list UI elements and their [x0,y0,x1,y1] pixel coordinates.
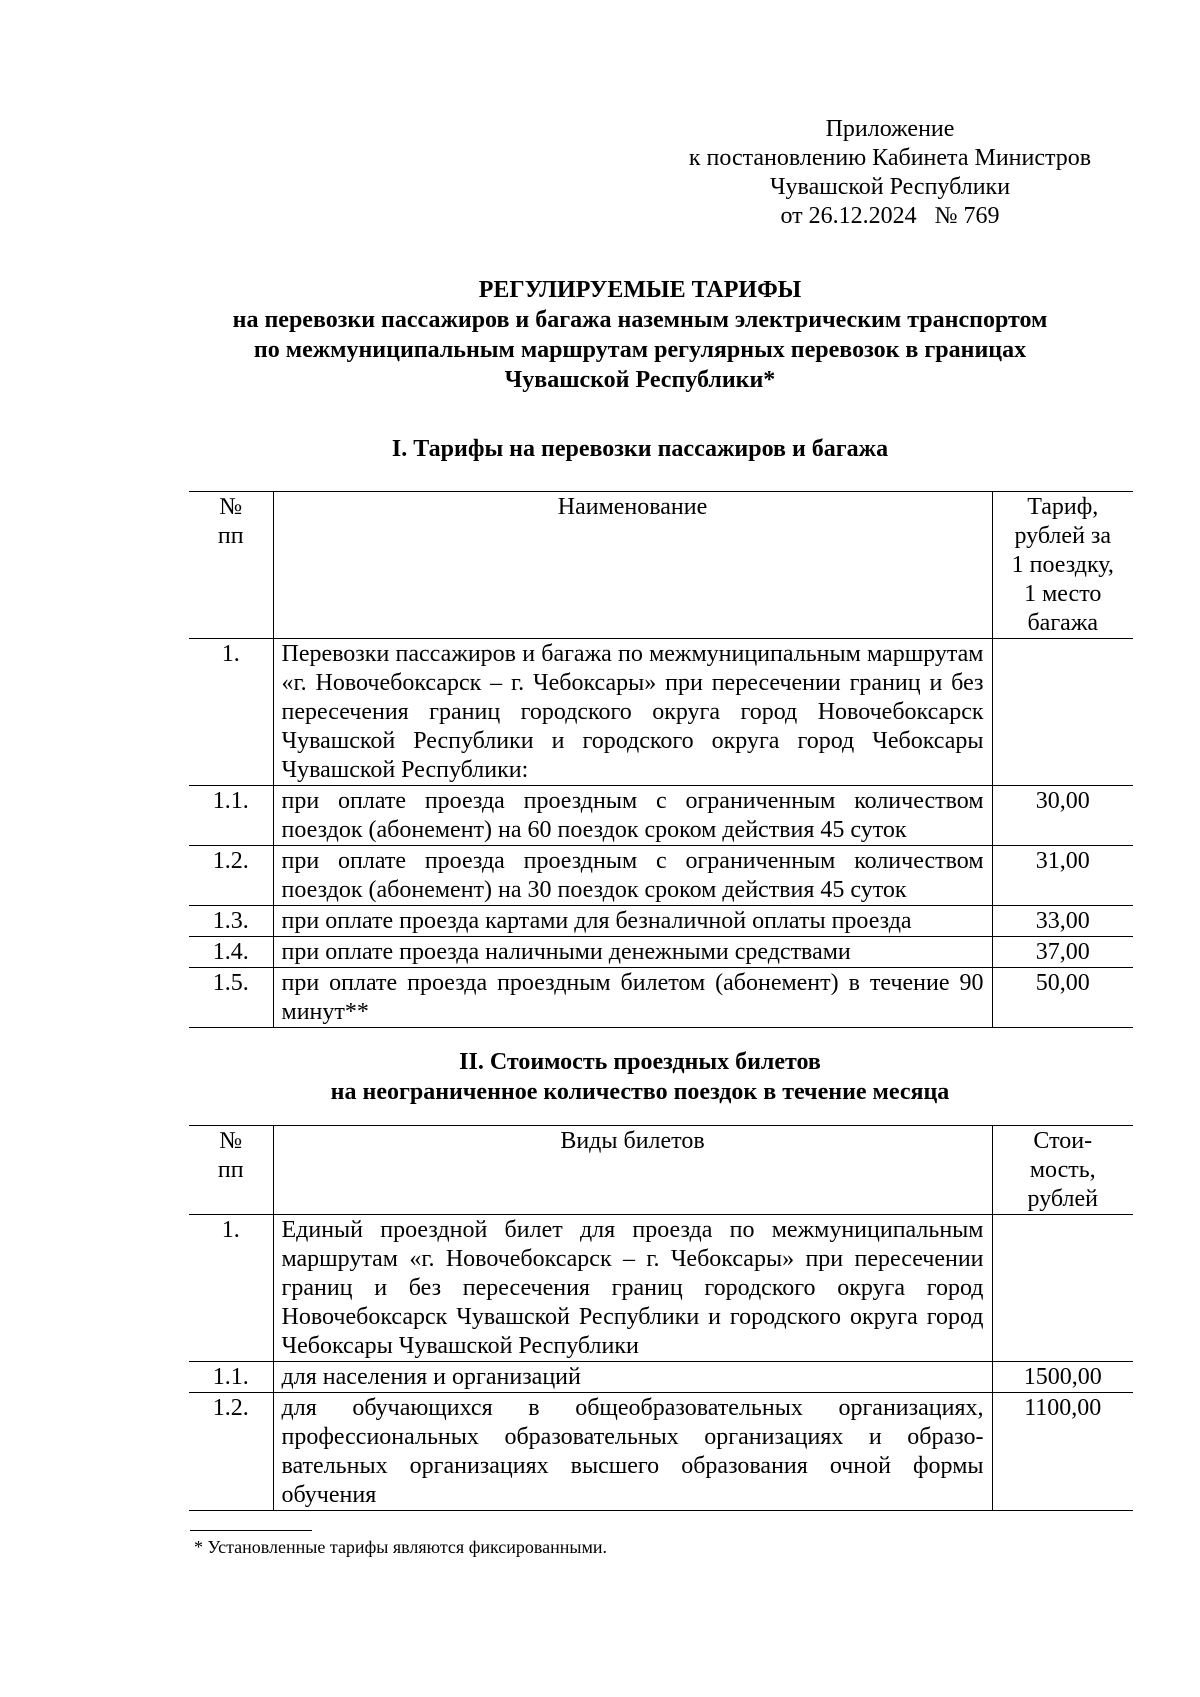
row-value: 50,00 [992,968,1133,1028]
row-name: для обучающихся в общеобразовательных организациях, профессиональных образовательных организациях и образовательных организациях высшего образования очной формы обучения [273,1393,992,1511]
appendix-republic: Чувашской Республики [769,174,1011,200]
table-row [189,937,1133,968]
section-1-heading [190,434,1090,464]
appendix-label: Приложение [825,116,955,142]
row-value: 37,00 [992,937,1133,968]
row-num: 1.2. [189,846,273,906]
row-num: 1.4. [189,937,273,968]
tariff-table [189,491,1133,1028]
row-num: 1.3. [189,906,273,937]
row-value [992,639,1133,786]
header-num: № пп [189,492,273,639]
ticket-price-table [189,1125,1133,1511]
header-value: Тариф, рублей за 1 поездку, 1 место багажа [992,492,1133,639]
header-name: Наименование [273,492,992,639]
row-num: 1. [189,1215,273,1362]
title-sub-2: по межмуниципальным маршрутам регулярных перевозок в границах [253,337,1027,363]
row-num: 1.2. [189,1393,273,1511]
table-row [189,786,1133,846]
row-value [992,1215,1133,1362]
table-row [189,1362,1133,1393]
table-row [189,968,1133,1028]
appendix-resolution: к постановлению Кабинета Министров [688,145,1092,171]
row-value: 30,00 [992,786,1133,846]
row-name: при оплате проезда проездным с ограниченным количеством поездок (абонемент) на 60 поездок сроком действия 45 суток [273,786,992,846]
table-header-row [189,492,1133,639]
row-name: при оплате проезда наличными денежными средствами [273,937,992,968]
title-main: РЕГУЛИРУЕМЫЕ ТАРИФЫ [478,277,802,303]
row-num: 1. [189,639,273,786]
row-name: при оплате проезда проездным с ограниченным количеством поездок (абонемент) на 30 поездок сроком действия 45 суток [273,846,992,906]
document-title [190,275,1090,395]
row-name: Перевозки пассажиров и багажа по межмуниципальным маршрутам «г. Новочебоксарск – г. Чебоксары» при пересечении границ и без пересечения границ городского округа город Новочебоксарск Чувашской Республики и городского округа город Чебоксары Чувашской Республики: [273,639,992,786]
row-value: 31,00 [992,846,1133,906]
header-name: Виды билетов [273,1126,992,1215]
table-row [189,639,1133,786]
row-name: при оплате проезда картами для безналичной оплаты проезда [273,906,992,937]
header-value: Стои- мость, рублей [992,1126,1133,1215]
table-row [189,1215,1133,1362]
footnote: * Установленные тарифы являются фиксированными. [194,1537,608,1557]
header-num: № пп [189,1126,273,1215]
title-sub-3: Чувашской Республики* [504,367,776,393]
title-sub-1: на перевозки пассажиров и багажа наземным электрическим транспортом [232,307,1048,333]
row-name: для населения и организаций [273,1362,992,1393]
row-value: 1100,00 [992,1393,1133,1511]
section-1-heading-text: I. Тарифы на перевозки пассажиров и багажа [391,436,889,462]
section-2-heading-line-1: II. Стоимость проездных билетов [459,1049,821,1075]
table-row [189,1393,1133,1511]
row-num: 1.5. [189,968,273,1028]
appendix-date-number: от 26.12.2024 № 769 [780,203,1000,229]
section-2-heading [190,1047,1090,1107]
section-2-heading-line-2: на неограниченное количество поездок в течение месяца [330,1079,950,1105]
row-num: 1.1. [189,1362,273,1393]
row-value: 1500,00 [992,1362,1133,1393]
table-header-row [189,1126,1133,1215]
footnote-separator [190,1530,312,1531]
row-value: 33,00 [992,906,1133,937]
row-name: при оплате проезда проездным билетом (абонемент) в течение 90 минут** [273,968,992,1028]
row-num: 1.1. [189,786,273,846]
table-row [189,906,1133,937]
row-name: Единый проездной билет для проезда по межмуниципальным маршрутам «г. Новочебоксарск – г. Чебоксары» при пересечении границ и без пересечения границ городского округа город Новочебоксарск Чувашской Республики и городского округа город Чебоксары Чувашской Республики [273,1215,992,1362]
table-row [189,846,1133,906]
appendix-block [650,115,1130,231]
